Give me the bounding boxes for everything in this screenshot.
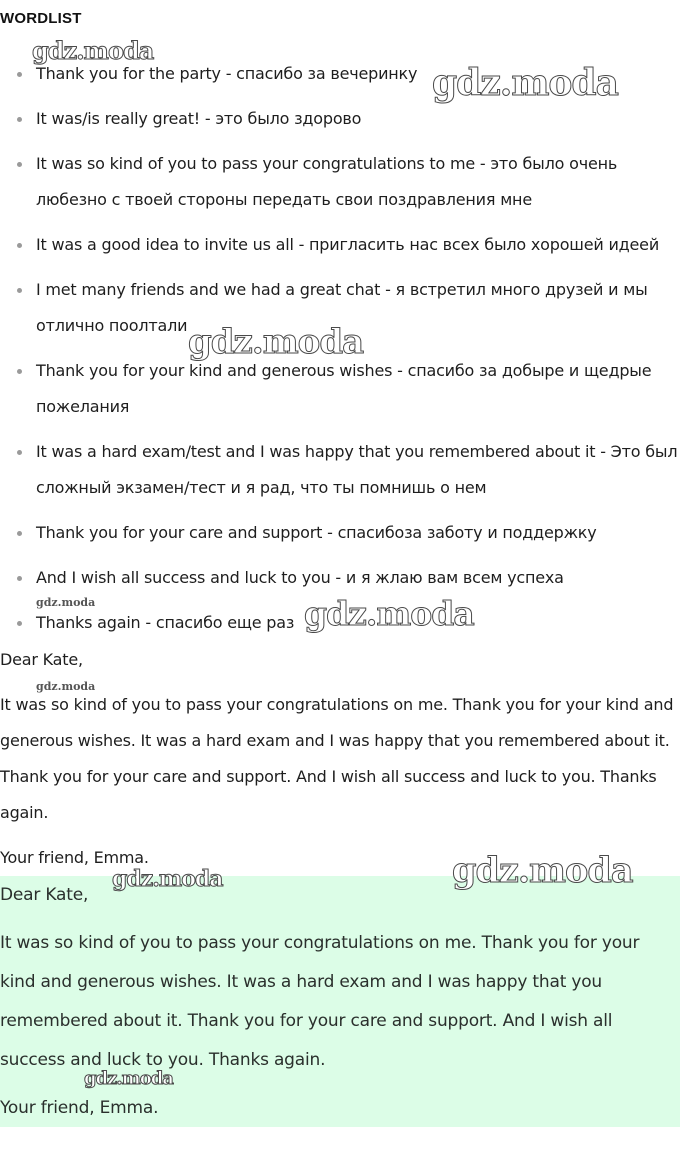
watermark-logo: gdz.moda (36, 596, 96, 609)
letter-signature: Your friend, Emma. (0, 848, 149, 867)
letter-text (0, 642, 680, 876)
list-item (0, 101, 680, 137)
list-item-text: It was a hard exam/test and I was happy that you remembered about it - Это был сложный экзамен/тест и я рад, что ты помнишь о нем (36, 442, 678, 497)
list-item-text: It was so kind of you to pass your congratulations to me - это было очень любезно с твоей стороны передать свои поздравления мне (36, 154, 618, 209)
list-item-text: Thank you for your care and support - спасибоза заботу и поддержку (36, 523, 597, 542)
list-item (0, 515, 680, 551)
bullet-icon (17, 162, 22, 167)
list-item-text: Thank you for your kind and generous wishes - спасибо за добыре и щедрые пожелания (36, 361, 652, 416)
bullet-icon (17, 369, 22, 374)
list-item (0, 434, 680, 506)
list-item-text: I met many friends and we had a great chat - я встретил много друзей и мы отлично поолтали (36, 280, 648, 335)
watermark-logo: gdz.moda (304, 594, 474, 633)
answer-signature: Your friend, Emma. (0, 1098, 159, 1118)
answer-body: It was so kind of you to pass your congratulations on me. Thank you for your kind and generous wishes. It was a hard exam and I was happy that you remembered about it. Thank you for your care and support. And I wish all success and luck to you. Thanks again. (0, 933, 640, 1070)
bullet-icon (17, 117, 22, 122)
list-item-text: Thank you for the party - спасибо за вечеринку (36, 64, 418, 83)
list-item (0, 272, 680, 344)
list-item-text: It was/is really great! - это было здорово (36, 109, 362, 128)
list-item (0, 353, 680, 425)
wordlist (0, 56, 680, 650)
bullet-icon (17, 243, 22, 248)
watermark-logo: gdz.moda (112, 866, 223, 892)
list-item (0, 146, 680, 218)
list-item (0, 227, 680, 263)
bullet-icon (17, 576, 22, 581)
watermark-logo: gdz.moda (452, 850, 633, 891)
list-item (0, 560, 680, 596)
watermark-logo: gdz.moda (188, 322, 364, 362)
watermark-logo: gdz.moda (32, 36, 154, 65)
list-item (0, 56, 680, 92)
answer-greeting: Dear Kate, (0, 885, 89, 905)
bullet-icon (17, 621, 22, 626)
letter-greeting: Dear Kate, (0, 650, 83, 669)
letter-body: It was so kind of you to pass your congratulations on me. Thank you for your kind and generous wishes. It was a hard exam and I was happy that you remembered about it. Thank you for your care and support. And I wish all success and luck to you. Thanks again. (0, 695, 674, 822)
watermark-logo: gdz.moda (84, 1068, 173, 1089)
answer-box (0, 876, 680, 1127)
list-item (0, 605, 680, 641)
list-item-text: And I wish all success and luck to you - и я жлаю вам всем успеха (36, 568, 564, 587)
bullet-icon (17, 531, 22, 536)
bullet-icon (17, 72, 22, 77)
list-item-text: It was a good idea to invite us all - пригласить нас всех было хорошей идеей (36, 235, 660, 254)
bullet-icon (17, 288, 22, 293)
bullet-icon (17, 450, 22, 455)
watermark-logo: gdz.moda (432, 62, 618, 104)
wordlist-heading: WORDLIST (0, 10, 82, 27)
watermark-logo: gdz.moda (36, 680, 96, 693)
list-item-text: Thanks again - спасибо еще раз (36, 613, 295, 632)
